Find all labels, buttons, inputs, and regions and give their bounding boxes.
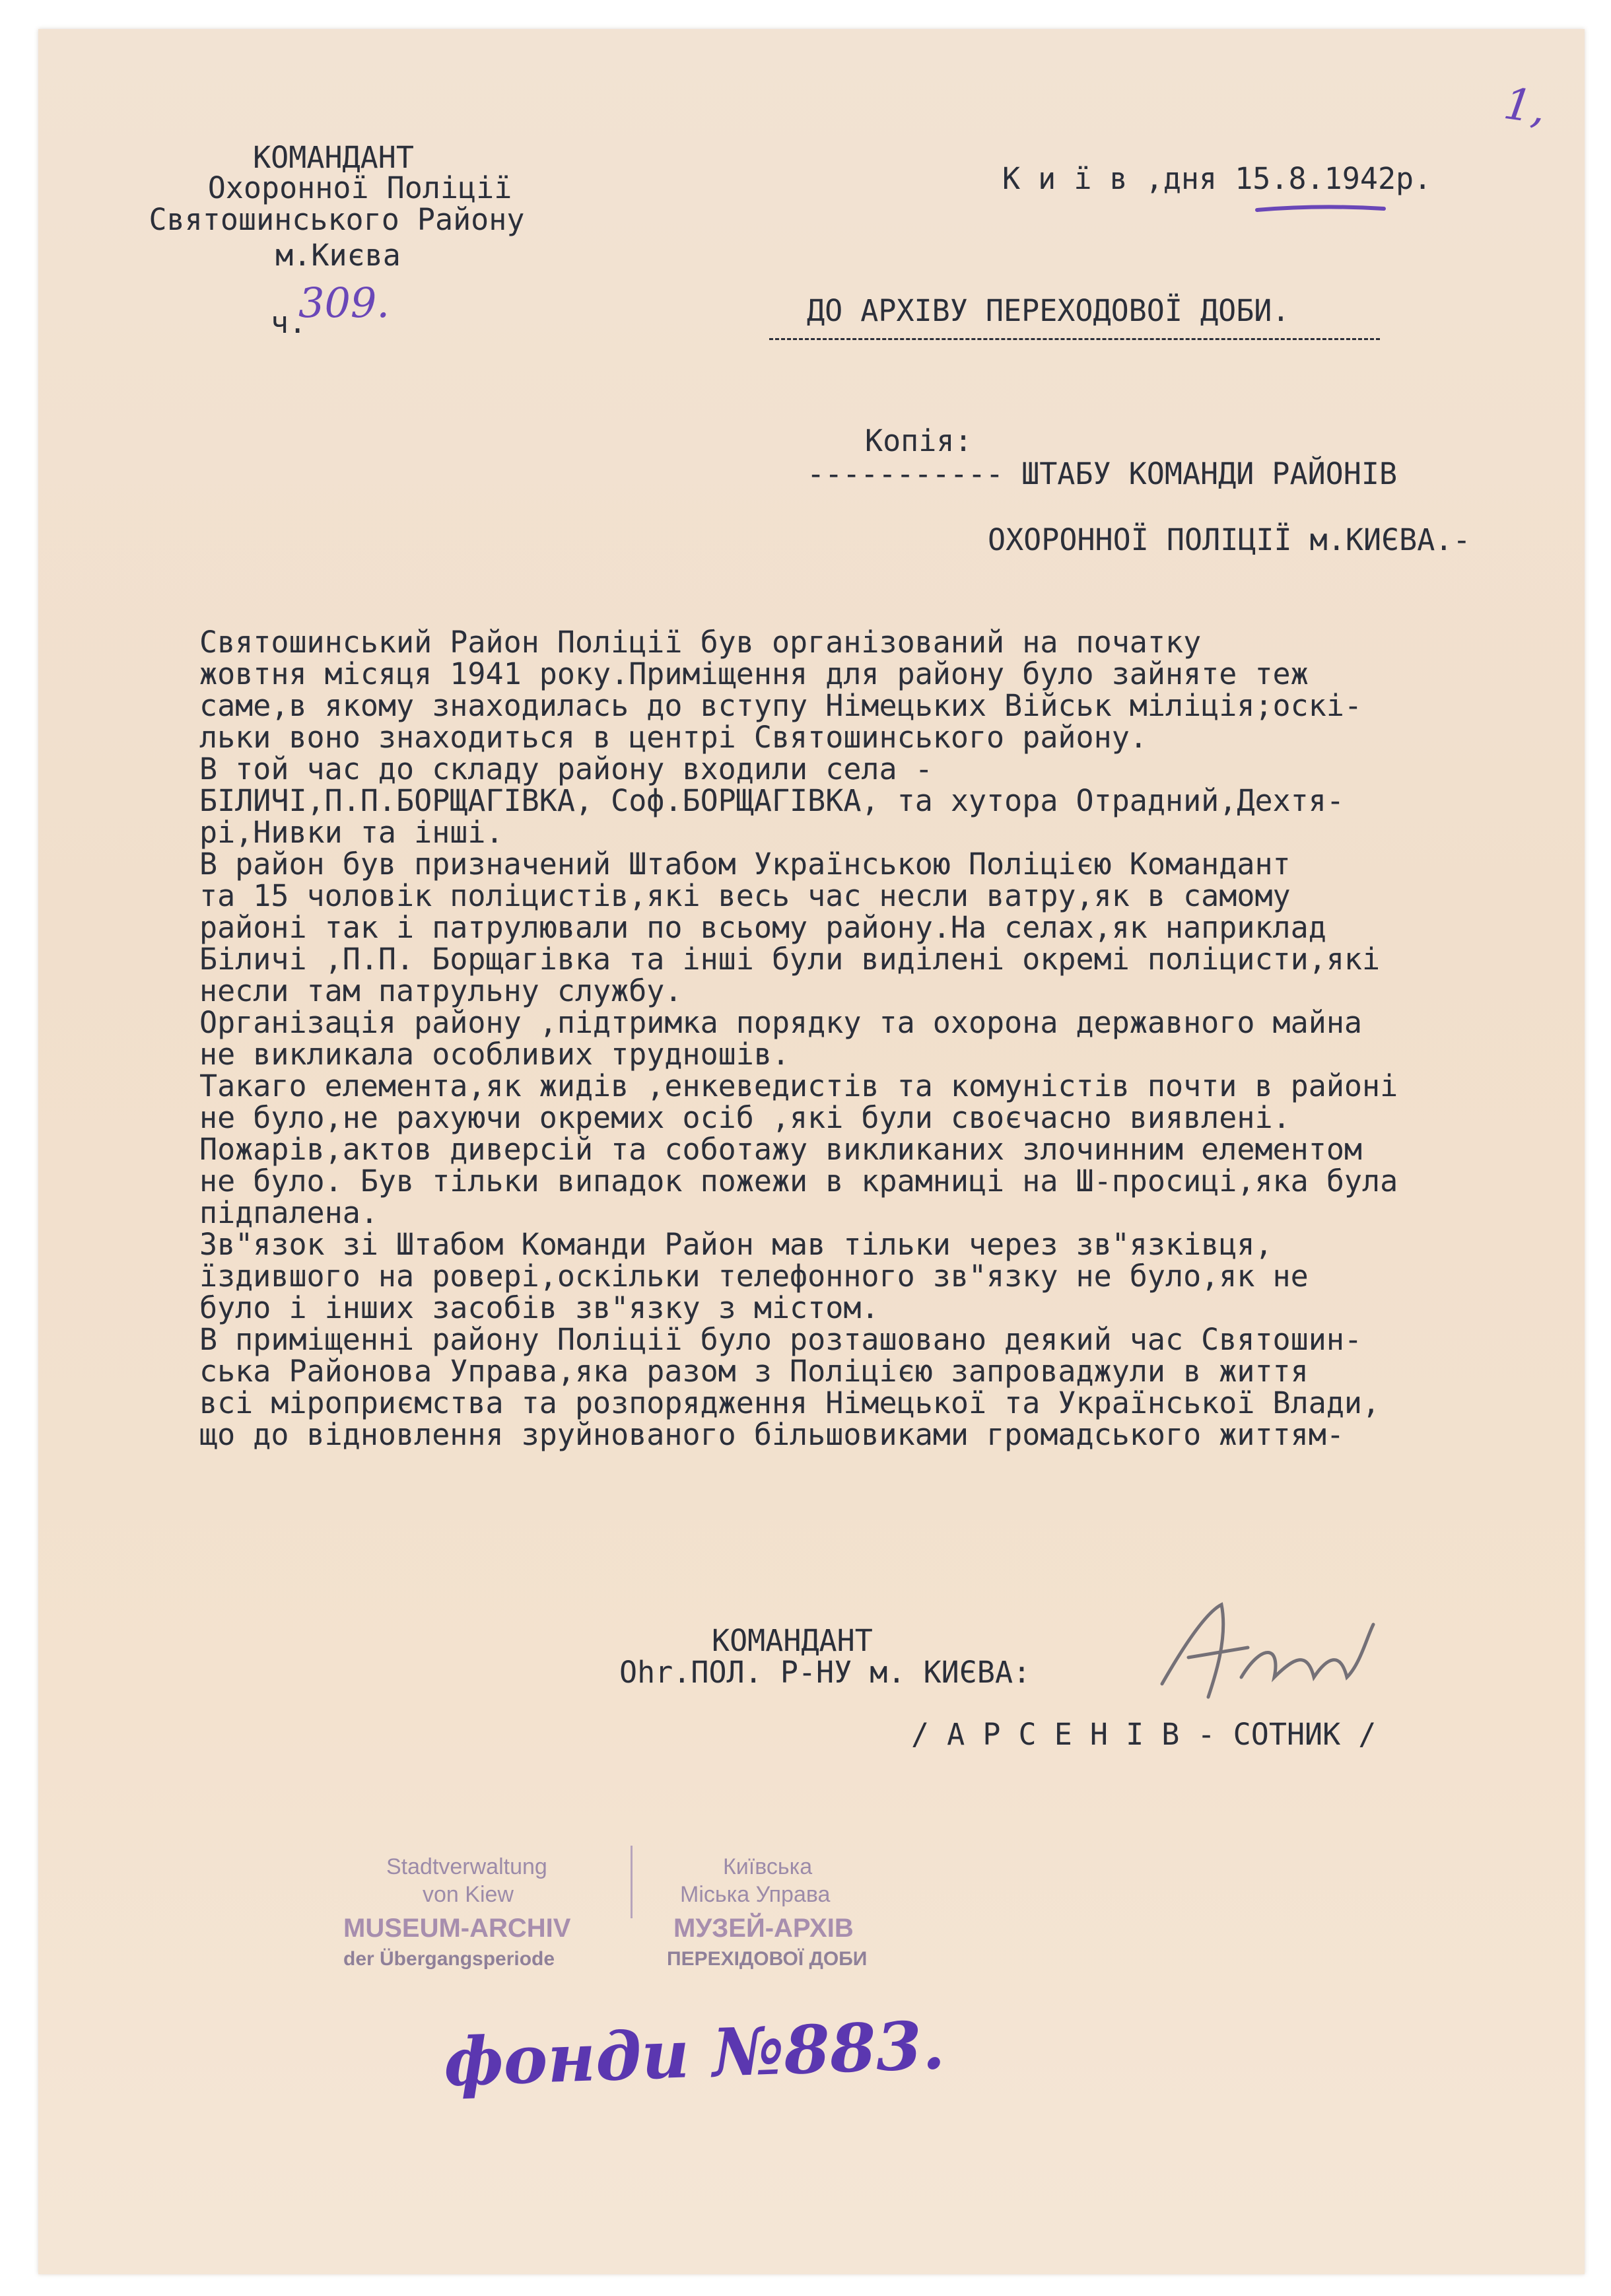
number-prefix: ч. (271, 305, 307, 340)
stamp-left-line-2: von Kiew (423, 1882, 514, 1907)
stamp-right-line-1: Київська (723, 1854, 813, 1879)
stamp-right-line-4: ПЕРЕХІДОВОЇ ДОБИ (667, 1948, 868, 1970)
date-underline-mark (1254, 203, 1387, 217)
body-line: не було,не рахуючи окремих осіб ,які були своєчасно виявлені. (199, 1100, 1291, 1135)
page-number-mark: 1, (1501, 77, 1550, 135)
place-date: К и ї в ,дня 15.8.1942р. (1002, 161, 1432, 196)
body-line: В той час до складу району входили села - (199, 751, 933, 786)
body-line: Святошинський Район Поліції був організований на початку (199, 625, 1202, 660)
body-line: Зв"язок зі Штабом Команди Район мав тільки через зв"язківця, (199, 1227, 1273, 1262)
stamp-left-line-1: Stadtverwaltung (386, 1854, 547, 1879)
copy-line-2: ОХОРОННОЇ ПОЛІЦІЇ м.КИЄВА.- (988, 522, 1471, 557)
addressee-rule (769, 338, 1380, 340)
body-line: В приміщенні району Поліції було розташовано деякий час Святошин- (199, 1322, 1362, 1357)
sender-line-3: Святошинського Району (149, 202, 525, 237)
signature-title-2: Ohr.ПОЛ. Р-НУ м. КИЄВА: (619, 1655, 1031, 1690)
body-line: що до відновлення зруйнованого більшовиками громадського життям- (199, 1417, 1344, 1452)
body-line: Такаго елемента,як жидів ,енкеведистів та комуністів почти в районі (199, 1068, 1398, 1103)
body-line: рі,Нивки та інші. (199, 815, 504, 850)
body-line: та 15 чоловік поліцистів,які весь час несли ватру,як в самому (199, 878, 1291, 913)
stamp-left-line-4: der Übergangsperiode (343, 1948, 555, 1970)
addressee-main: ДО АРХІВУ ПЕРЕХОДОВОЇ ДОБИ. (807, 293, 1290, 328)
body-line: їздившого на ровері,оскільки телефонного зв"язку не було,як не (199, 1259, 1309, 1294)
handwritten-signature (1149, 1585, 1387, 1730)
fund-note: фонди №883. (442, 2005, 946, 2102)
signature-title-1: КОМАНДАНТ (712, 1623, 873, 1658)
body-line: Організація району ,підтримка порядку та охорона державного майна (199, 1005, 1362, 1040)
body-line: жовтня місяця 1941 року.Приміщення для району було зайняте теж (199, 656, 1309, 691)
stamp-right-line-2: Міська Управа (680, 1882, 831, 1907)
body-line: саме,в якому знаходилась до вступу Німецьких Військ міліція;оскі- (199, 688, 1362, 723)
stamp-right-line-3: МУЗЕЙ-АРХІВ (673, 1914, 854, 1943)
body-line: всі міроприємства та розпорядження Німецької та Української Влади, (199, 1385, 1381, 1420)
sender-line-4: м.Києва (275, 238, 401, 273)
stamp-left-line-3: MUSEUM-ARCHIV (343, 1914, 571, 1943)
body-line: льки воно знаходиться в центрі Святошинського району. (199, 720, 1148, 755)
body-line: районі так і патрулювали по всьому району.На селах,як наприклад (199, 910, 1326, 945)
body-line: підпалена. (199, 1195, 378, 1230)
sender-line-1: КОМАНДАНТ (253, 140, 414, 175)
copy-line-1: ----------- ШТАБУ КОМАНДИ РАЙОНІВ (807, 456, 1398, 491)
stamp-divider (631, 1846, 633, 1918)
body-line: Пожарів,актов диверсій та соботажу викликаних злочинним елементом (199, 1132, 1362, 1167)
body-line: Біличі ,П.П. Борщагівка та інші були виділені окремі поліцисти,які (199, 942, 1381, 977)
body-line: В район був призначений Штабом Українською Поліцією Командант (199, 847, 1291, 882)
signature-name: / А Р С Е Н І В - СОТНИК / (911, 1717, 1377, 1752)
sender-line-2: Охоронної Поліції (207, 170, 512, 205)
body-line: БІЛИЧІ,П.П.БОРЩАГІВКА, Соф.БОРЩАГІВКА, та хутора Отрадний,Дехтя- (199, 783, 1344, 818)
body-line: несли там патрульну службу. (199, 973, 683, 1008)
handwritten-number: 309. (298, 279, 390, 327)
body-line: не було. Був тільки випадок пожежи в крамниці на Ш-просиці,яка була (199, 1164, 1398, 1199)
body-line: не викликала особливих трудношів. (199, 1037, 790, 1072)
body-line: було і інших засобів зв"язку з містом. (199, 1290, 879, 1325)
copy-label: Копія: (865, 423, 973, 458)
body-line: ська Районова Управа,яка разом з Поліцією запроваджули в життя (199, 1354, 1309, 1389)
